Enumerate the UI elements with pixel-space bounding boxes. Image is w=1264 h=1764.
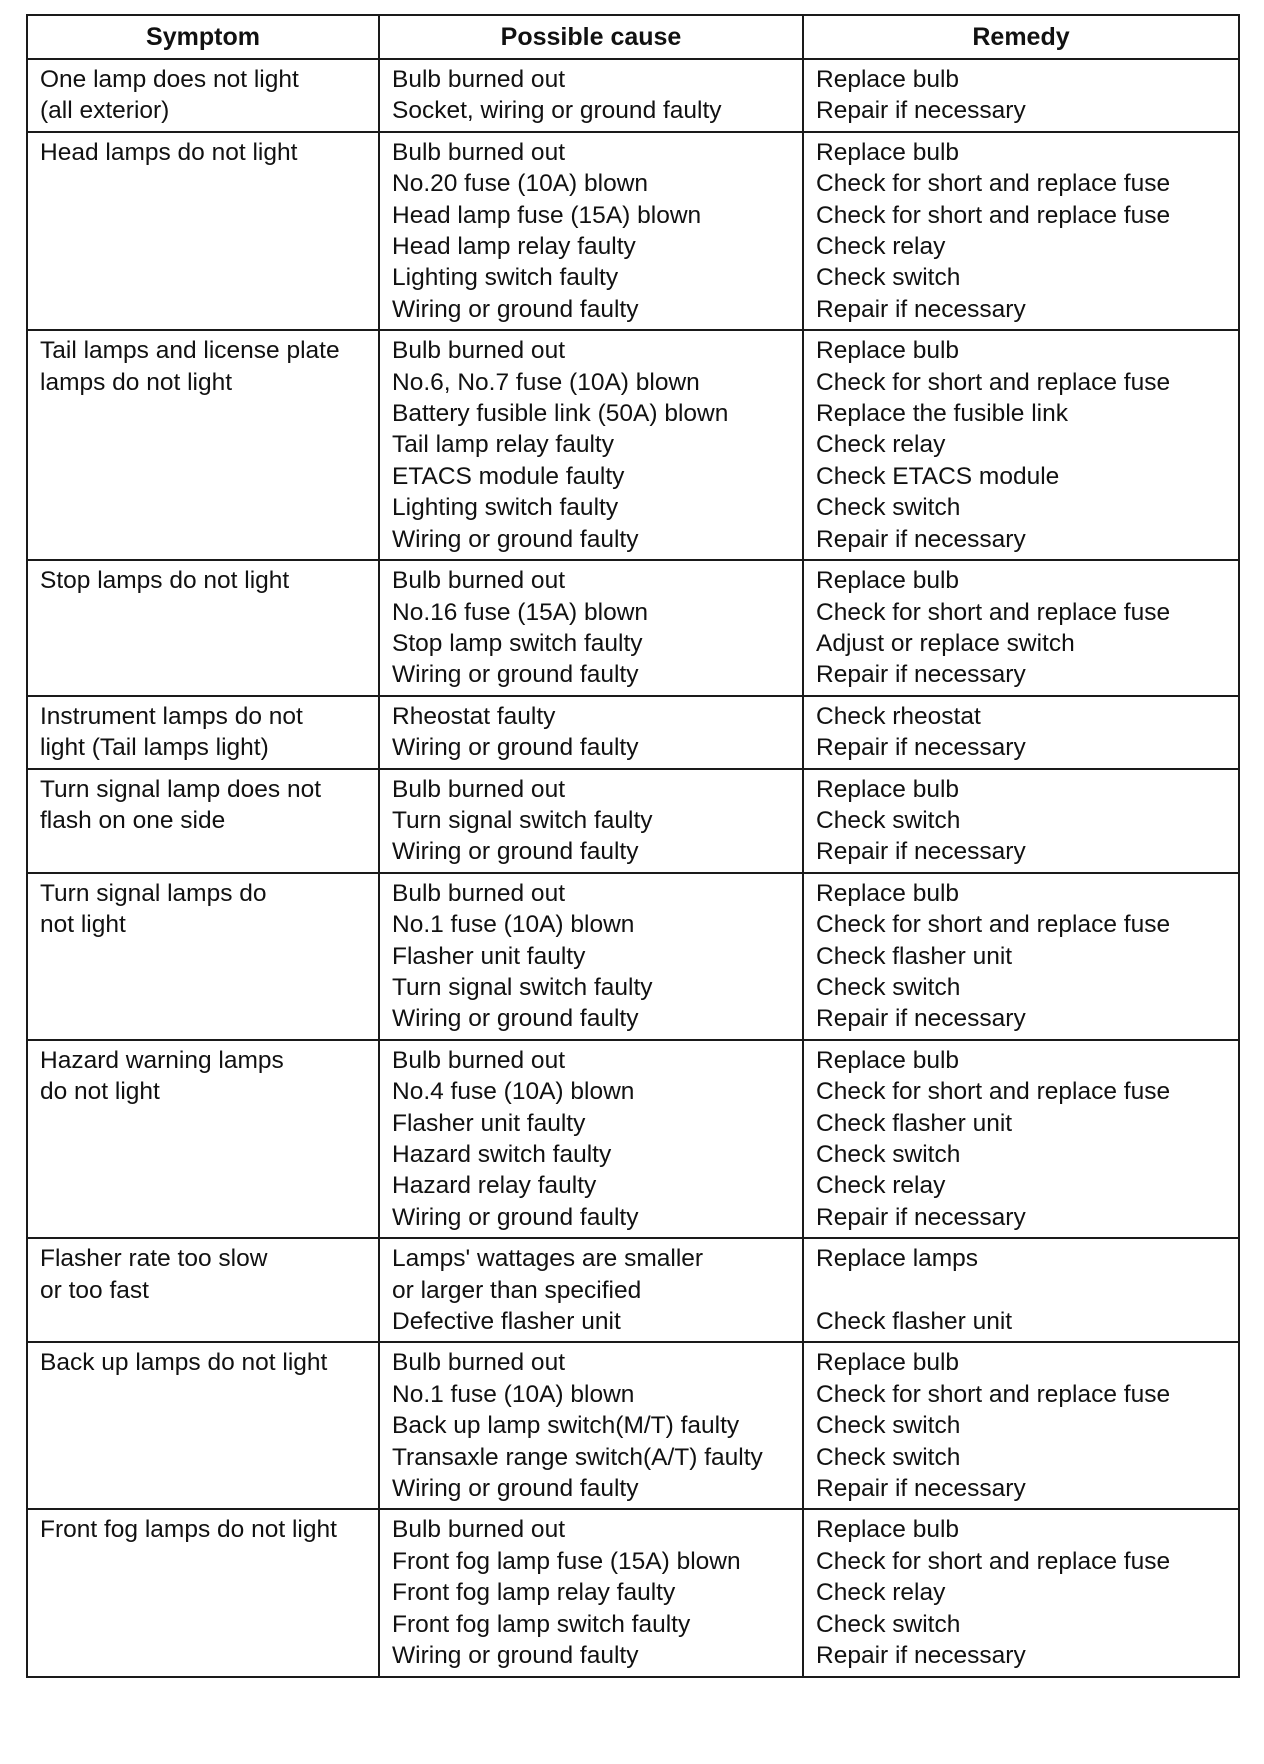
possible-cause-cell: [379, 696, 803, 769]
cause-text: Front fog lamp fuse (15A) blown: [392, 1547, 741, 1575]
remedy-text: Check switch: [816, 1141, 961, 1168]
remedy-cell: [803, 1238, 1239, 1342]
possible-cause-cell: [379, 769, 803, 873]
symptom-cell: [27, 873, 379, 1040]
remedy-text: Repair if necessary: [816, 838, 1026, 866]
symptom-text: (all exterior): [40, 97, 170, 125]
symptom-cell: [27, 560, 379, 696]
remedy-text: Replace bulb: [816, 567, 960, 595]
remedy-text: Check switch: [816, 1610, 961, 1638]
remedy-text: Check switch: [816, 1443, 961, 1471]
cause-text: Bulb burned out: [392, 1516, 565, 1544]
remedy-cell: [803, 132, 1239, 330]
troubleshooting-page: [26, 14, 1238, 1678]
cause-text: Bulb burned out: [392, 775, 565, 803]
cause-text: Wiring or ground faulty: [392, 1005, 639, 1033]
cause-text: Bulb burned out: [392, 879, 565, 907]
remedy-text: Repair if necessary: [816, 1203, 1026, 1231]
symptom-cell: [27, 1040, 379, 1238]
header-symptom: Symptom: [27, 15, 379, 59]
remedy-text: Check relay: [816, 1172, 946, 1200]
remedy-cell: [803, 696, 1239, 769]
cause-text: or larger than specified: [392, 1276, 642, 1304]
remedy-cell: [803, 769, 1239, 873]
cause-text: No.6, No.7 fuse (10A) blown: [392, 368, 700, 396]
table-row: [27, 59, 1239, 132]
cause-text: Tail lamp relay faulty: [392, 431, 614, 459]
cause-text: Hazard relay faulty: [392, 1172, 597, 1200]
cause-text: Stop lamp switch faulty: [392, 629, 643, 657]
possible-cause-cell: [379, 1342, 803, 1509]
symptom-text: light (Tail lamps light): [40, 734, 269, 762]
remedy-text: Check flasher unit: [816, 942, 1013, 970]
cause-text: ETACS module faulty: [392, 462, 625, 490]
symptom-text: One lamp does not light: [40, 66, 299, 93]
cause-text: Flasher unit faulty: [392, 1109, 586, 1137]
cause-text: Defective flasher unit: [392, 1308, 621, 1336]
possible-cause-cell: [379, 1040, 803, 1238]
remedy-text: Check rheostat: [816, 702, 981, 730]
cause-text: Lamps' wattages are smaller: [392, 1245, 704, 1273]
remedy-text: Replace bulb: [816, 1046, 960, 1074]
blank-line: [816, 1275, 1228, 1306]
cause-text: Bulb burned out: [392, 138, 565, 166]
remedy-cell: [803, 59, 1239, 132]
remedy-text: Check for short and replace fuse: [816, 1380, 1171, 1408]
table-row: [27, 696, 1239, 769]
remedy-text: Check relay: [816, 431, 946, 459]
remedy-text: Replace bulb: [816, 1349, 960, 1377]
cause-text: No.1 fuse (10A) blown: [392, 1380, 635, 1408]
cause-text: No.16 fuse (15A) blown: [392, 598, 649, 626]
remedy-text: Check for short and replace fuse: [816, 201, 1171, 229]
remedy-text: Check switch: [816, 1412, 961, 1440]
remedy-text: Check for short and replace fuse: [816, 170, 1171, 198]
remedy-text: Check for short and replace fuse: [816, 598, 1171, 626]
symptom-cell: [27, 330, 379, 560]
symptom-text: Back up lamps do not light: [40, 1349, 328, 1377]
symptom-cell: [27, 1509, 379, 1676]
cause-text: Socket, wiring or ground faulty: [392, 97, 722, 125]
remedy-text: Repair if necessary: [816, 1642, 1026, 1670]
cause-text: Bulb burned out: [392, 66, 565, 93]
cause-text: Lighting switch faulty: [392, 494, 619, 522]
cause-text: Bulb burned out: [392, 1046, 565, 1074]
cause-text: Lighting switch faulty: [392, 264, 619, 292]
possible-cause-cell: [379, 1509, 803, 1676]
table-row: [27, 1509, 1239, 1676]
table-row: [27, 873, 1239, 1040]
table-row: [27, 1238, 1239, 1342]
remedy-text: Repair if necessary: [816, 1475, 1026, 1503]
symptom-text: Flasher rate too slow: [40, 1245, 268, 1273]
symptom-text: Head lamps do not light: [40, 138, 298, 166]
possible-cause-cell: [379, 560, 803, 696]
remedy-cell: [803, 873, 1239, 1040]
header-possible-cause: Possible cause: [379, 15, 803, 59]
cause-text: Wiring or ground faulty: [392, 1203, 639, 1231]
possible-cause-cell: [379, 1238, 803, 1342]
remedy-text: Check switch: [816, 264, 961, 292]
symptom-text: do not light: [40, 1078, 160, 1106]
cause-text: Wiring or ground faulty: [392, 1475, 639, 1503]
remedy-cell: [803, 560, 1239, 696]
remedy-text: Replace bulb: [816, 337, 960, 365]
remedy-cell: [803, 1342, 1239, 1509]
remedy-text: Check for short and replace fuse: [816, 368, 1171, 396]
cause-text: Battery fusible link (50A) blown: [392, 400, 729, 428]
remedy-text: Repair if necessary: [816, 295, 1026, 323]
cause-text: Wiring or ground faulty: [392, 1642, 639, 1670]
remedy-text: Adjust or replace switch: [816, 629, 1075, 657]
symptom-text: not light: [40, 911, 126, 939]
symptom-cell: [27, 132, 379, 330]
cause-text: Bulb burned out: [392, 1349, 565, 1377]
symptom-text: Tail lamps and license plate: [40, 337, 340, 365]
cause-text: Flasher unit faulty: [392, 942, 586, 970]
symptom-text: Turn signal lamps do: [40, 879, 267, 907]
cause-text: Bulb burned out: [392, 337, 565, 365]
remedy-text: Check flasher unit: [816, 1308, 1013, 1336]
cause-text: No.4 fuse (10A) blown: [392, 1078, 635, 1106]
symptom-text: or too fast: [40, 1276, 149, 1304]
table-row: [27, 1342, 1239, 1509]
cause-text: Wiring or ground faulty: [392, 525, 639, 553]
table-row: [27, 132, 1239, 330]
cause-text: No.20 fuse (10A) blown: [392, 170, 649, 198]
remedy-text: Check ETACS module: [816, 462, 1060, 490]
remedy-text: Replace bulb: [816, 66, 960, 93]
remedy-cell: [803, 1509, 1239, 1676]
header-row: [27, 15, 1239, 59]
cause-text: Wiring or ground faulty: [392, 734, 639, 762]
remedy-text: Replace bulb: [816, 775, 960, 803]
remedy-text: Check relay: [816, 1579, 946, 1607]
cause-text: Wiring or ground faulty: [392, 661, 639, 689]
symptom-text: flash on one side: [40, 806, 226, 834]
symptom-text: lamps do not light: [40, 368, 233, 396]
table-row: [27, 1040, 1239, 1238]
cause-text: Rheostat faulty: [392, 702, 556, 730]
cause-text: Wiring or ground faulty: [392, 295, 639, 323]
remedy-text: Check flasher unit: [816, 1109, 1013, 1137]
cause-text: Bulb burned out: [392, 567, 565, 595]
possible-cause-cell: [379, 59, 803, 132]
remedy-text: Replace the fusible link: [816, 400, 1068, 428]
cause-text: Hazard switch faulty: [392, 1141, 612, 1168]
table-body: [27, 59, 1239, 1677]
remedy-cell: [803, 1040, 1239, 1238]
remedy-text: Repair if necessary: [816, 1005, 1026, 1033]
remedy-text: Check for short and replace fuse: [816, 911, 1171, 939]
symptom-text: Front fog lamps do not light: [40, 1516, 337, 1544]
cause-text: Head lamp relay faulty: [392, 233, 636, 261]
table-row: [27, 560, 1239, 696]
remedy-cell: [803, 330, 1239, 560]
table-row: [27, 769, 1239, 873]
cause-text: Head lamp fuse (15A) blown: [392, 201, 702, 229]
cause-text: Back up lamp switch(M/T) faulty: [392, 1412, 740, 1440]
possible-cause-cell: [379, 330, 803, 560]
symptom-text: Turn signal lamp does not: [40, 775, 321, 803]
remedy-text: Check switch: [816, 494, 961, 522]
cause-text: Front fog lamp relay faulty: [392, 1579, 676, 1607]
symptom-cell: [27, 769, 379, 873]
table-row: [27, 330, 1239, 560]
cause-text: Transaxle range switch(A/T) faulty: [392, 1443, 763, 1471]
remedy-text: Check relay: [816, 233, 946, 261]
remedy-text: Replace lamps: [816, 1245, 979, 1273]
cause-text: Front fog lamp switch faulty: [392, 1610, 691, 1638]
cause-text: Wiring or ground faulty: [392, 838, 639, 866]
remedy-text: Check switch: [816, 806, 961, 834]
remedy-text: Repair if necessary: [816, 661, 1026, 689]
symptom-cell: [27, 696, 379, 769]
remedy-text: Check for short and replace fuse: [816, 1547, 1171, 1575]
symptom-cell: [27, 59, 379, 132]
cause-text: No.1 fuse (10A) blown: [392, 911, 635, 939]
remedy-text: Replace bulb: [816, 1516, 960, 1544]
symptom-text: Instrument lamps do not: [40, 702, 303, 730]
possible-cause-cell: [379, 873, 803, 1040]
remedy-text: Repair if necessary: [816, 734, 1026, 762]
remedy-text: Repair if necessary: [816, 525, 1026, 553]
remedy-text: Check for short and replace fuse: [816, 1078, 1171, 1106]
symptom-text: Hazard warning lamps: [40, 1046, 284, 1074]
header-remedy: Remedy: [803, 15, 1239, 59]
remedy-text: Repair if necessary: [816, 97, 1026, 125]
possible-cause-cell: [379, 132, 803, 330]
remedy-text: Replace bulb: [816, 138, 960, 166]
symptom-cell: [27, 1238, 379, 1342]
cause-text: Turn signal switch faulty: [392, 806, 653, 834]
remedy-text: Check switch: [816, 973, 961, 1001]
symptom-cell: [27, 1342, 379, 1509]
cause-text: Turn signal switch faulty: [392, 973, 653, 1001]
remedy-text: Replace bulb: [816, 879, 960, 907]
troubleshooting-table: [26, 14, 1240, 1678]
symptom-text: Stop lamps do not light: [40, 567, 290, 595]
